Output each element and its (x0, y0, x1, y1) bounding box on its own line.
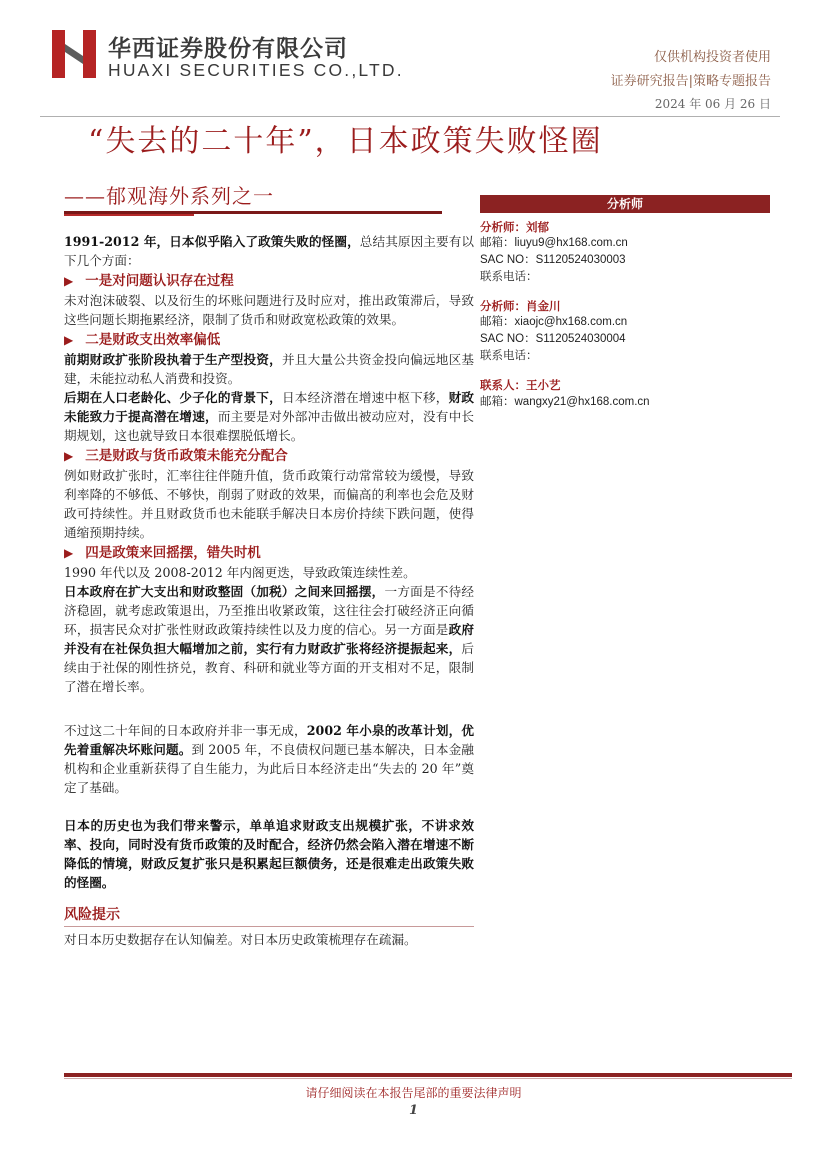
s4-p2-text-1: 一方面是不待经济稳固，就考虑政策退出，乃至推出收紧政策，这往往会打破经济正向循环，损害民众对扩张性财政政策持续性以及力度的信心。另一方面是 (64, 584, 475, 637)
warning-paragraph (64, 816, 474, 892)
footer-divider-thin (64, 1078, 792, 1079)
risk-heading: 风险提示 (64, 907, 120, 923)
section-heading-3 (64, 447, 474, 466)
s2-p1-text: 并且大量公共资金投向偏远地区基建，未能拉动私人消费和投资。 (64, 352, 475, 386)
s4-p2-bold-1: 日本政府在扩大支出和财政整固（加税）之间来回摇摆， (64, 584, 385, 599)
s2-p2-text-2: 而主要是对外部冲击做出被动应对，没有中长期规划，这也就导致日本很难摆脱低增长。 (64, 409, 475, 443)
company-logo-icon (52, 30, 96, 78)
section-title-2: 二是财政支出效率偏低 (85, 332, 221, 348)
analyst-2-sac: SAC NO：S1120524030004 (480, 332, 626, 345)
s2-p2-bold-1: 后期在人口老龄化、少子化的背景下， (64, 390, 282, 405)
analyst-1-sac: SAC NO：S1120524030003 (480, 253, 626, 266)
koizumi-text-2: 到 2005 年，不良债权问题已基本解决，日本金融机构和企业重新获得了自生能力，为此后日本经济走出“失去的 20 年”奠定了基础。 (64, 742, 474, 795)
report-type: 证券研究报告|策略专题报告 (610, 74, 771, 89)
contact-name: 联系人：王小艺 (480, 378, 561, 393)
warning-bold: 日本的历史也为我们带来警示，单单追求财政支出规模扩张，不讲求效率、投向，同时没有货币政策的及时配合，经济仍然会陷入潜在增速不断降低的情境，财政反复扩张只是积累起巨额债务，还是很难走出政策失败的怪圈。 (64, 818, 474, 890)
section-1-text: 未对泡沫破裂、以及衍生的坏账问题进行及时应对，推出政策滞后，导致这些问题长期拖累经济，限制了货币和财政宽松政策的效果。 (64, 293, 474, 327)
subtitle-underline-accent (64, 214, 194, 216)
page-number: 1 (408, 1103, 419, 1118)
s2-p1-bold: 前期财政扩张阶段执着于生产型投资， (64, 352, 282, 367)
koizumi-text-1: 不过这二十年间的日本政府并非一事无成， (64, 723, 307, 738)
legal-notice: 请仔细阅读在本报告尾部的重要法律声明 (305, 1086, 522, 1100)
s4-p2-text-2: 后续由于社保的刚性挤兑，教育、科研和就业等方面的开支相对不足，限制了潜在增长率。 (64, 641, 474, 694)
s2-p2-bold-2: 财政未能致力于提高潜在增速， (64, 390, 475, 424)
summary-column (64, 232, 474, 949)
spacer (480, 284, 770, 298)
section-heading-4 (64, 544, 474, 563)
spacer (64, 696, 474, 715)
spacer (480, 363, 770, 377)
section-2-paragraph-2 (64, 388, 474, 445)
analyst-1-name: 分析师：刘郁 (480, 220, 549, 234)
page-subtitle: ——郁观海外系列之一 (64, 184, 274, 208)
s2-p2-text-1: 日本经济潜在增速中枢下移， (281, 390, 449, 405)
triangle-bullet-icon: ▶ (64, 274, 74, 288)
footer-divider (64, 1073, 792, 1077)
analyst-2-phone: 联系电话： (480, 348, 538, 363)
section-4-paragraph-2 (64, 582, 474, 696)
company-name-en: HUAXI SECURITIES CO.,LTD. (108, 60, 404, 80)
section-title-3: 三是财政与货币政策未能充分配合 (85, 448, 288, 464)
intro-bold: 1991-2012 年，日本似乎陷入了政策失败的怪圈， (64, 234, 360, 249)
section-2-paragraph-1 (64, 350, 474, 388)
contact-email[interactable]: 邮箱：wangxy21@hx168.com.cn (480, 395, 650, 408)
intro-paragraph (64, 232, 474, 270)
risk-underline (64, 926, 474, 927)
intro-text: 总结其原因主要有以下几个方面： (64, 234, 474, 268)
koizumi-paragraph (64, 721, 474, 797)
s4-p2-bold-2: 政府并没有在社保负担大幅增加之前，实行有力财政扩张将经济提振起来， (64, 622, 475, 656)
section-3-text: 例如财政扩张时，汇率往往伴随升值，货币政策行动常常较为缓慢，导致利率降的不够低、不够快，削弱了财政的效果，而偏高的利率也会危及财政可持续性。并且财政货币也未能联手解决日本房价持续下跌问题，使得通缩预期持续。 (64, 468, 474, 540)
analyst-2-email[interactable]: 邮箱：xiaojc@hx168.com.cn (480, 316, 628, 329)
koizumi-bold: 2002 年小泉的改革计划，优先着重解决坏账问题。 (64, 723, 475, 757)
section-heading-2 (64, 331, 474, 350)
section-heading-1 (64, 272, 474, 291)
triangle-bullet-icon: ▶ (64, 333, 74, 347)
triangle-bullet-icon: ▶ (64, 546, 74, 560)
analyst-1-email[interactable]: 邮箱：liuyu9@hx168.com.cn (480, 237, 628, 250)
section-title-4: 四是政策来回摇摆，错失时机 (85, 545, 261, 561)
section-4-paragraph-1: 1990 年代以及 2008-2012 年内阁更迭，导致政策连续性差。 (64, 565, 416, 580)
audience-note: 仅供机构投资者使用 (653, 50, 771, 65)
spacer (64, 797, 474, 816)
company-name-cn: 华西证券股份有限公司 (108, 36, 348, 62)
triangle-bullet-icon: ▶ (64, 449, 74, 463)
analyst-panel (480, 195, 770, 410)
page-title: “失去的二十年”，日本政策失败怪圈 (88, 124, 603, 159)
report-date: 2024 年 06 月 26 日 (654, 97, 771, 111)
section-title-1: 一是对问题认识存在过程 (85, 273, 234, 289)
analyst-2-name: 分析师：肖金川 (480, 299, 561, 314)
analyst-panel-header: 分析师 (480, 195, 770, 213)
analyst-1-phone: 联系电话： (480, 268, 538, 283)
risk-text: 对日本历史数据存在认知偏差。对日本历史政策梳理存在疏漏。 (64, 932, 417, 947)
